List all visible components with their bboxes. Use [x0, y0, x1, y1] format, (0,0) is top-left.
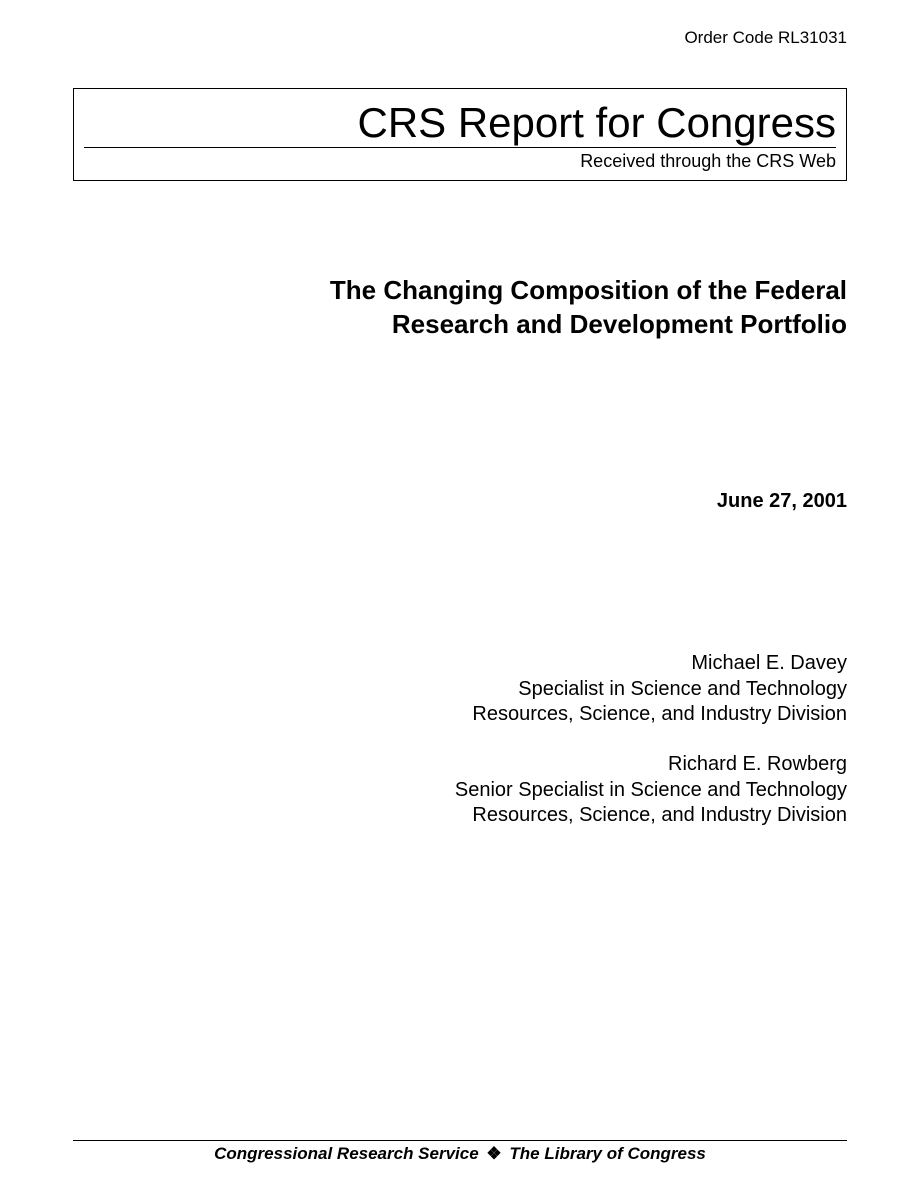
- report-series-title: CRS Report for Congress: [357, 99, 836, 146]
- report-series-subtitle: Received through the CRS Web: [580, 151, 836, 171]
- report-title: [147, 273, 847, 341]
- author-division: Resources, Science, and Industry Division: [472, 703, 847, 725]
- footer-divider: [73, 1140, 847, 1141]
- author-name: Richard E. Rowberg: [668, 753, 847, 775]
- report-date: June 27, 2001: [716, 490, 847, 512]
- diamond-ornament-icon: ❖: [486, 1144, 502, 1163]
- footer: [73, 1143, 847, 1165]
- author-position: Senior Specialist in Science and Technology: [454, 778, 847, 801]
- header-divider: [84, 147, 836, 148]
- order-code: Order Code RL31031: [684, 28, 847, 47]
- author-name: Michael E. Davey: [691, 652, 847, 674]
- footer-library: The Library of Congress: [509, 1144, 706, 1163]
- report-title-line-2: Research and Development Portfolio: [391, 309, 847, 339]
- report-title-line-1: The Changing Composition of the Federal: [329, 275, 847, 305]
- report-header-box: [73, 88, 847, 181]
- author-block: [247, 651, 847, 728]
- author-block: [247, 752, 847, 829]
- author-division: Resources, Science, and Industry Division: [472, 804, 847, 826]
- author-position: Specialist in Science and Technology: [518, 677, 847, 700]
- footer-publisher: Congressional Research Service: [214, 1144, 479, 1163]
